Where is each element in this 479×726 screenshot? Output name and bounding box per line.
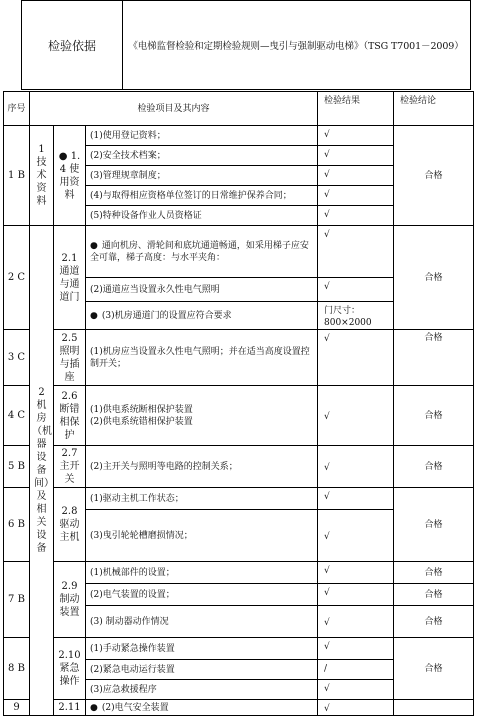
item-text: (1)供电系统断相保护装置 (2)供电系统错相保护装置 xyxy=(86,386,318,446)
subitem-cell: 2.11 xyxy=(54,700,86,716)
subitem-label: 1.4 使用资料 xyxy=(59,150,81,201)
result-check: √ xyxy=(318,700,394,716)
item-text: (2)安全技术档案； xyxy=(86,146,318,166)
seq-cell: 4 C xyxy=(4,386,30,446)
conclusion-cell: 合格 xyxy=(394,584,474,606)
item-text: (3) 制动器动作情况 xyxy=(86,606,318,638)
basis-value: 《电梯监督检验和定期检验规则—曳引与强制驱动电梯》（TSG T7001－2009） xyxy=(128,41,464,52)
result-check: √ xyxy=(318,446,394,488)
table-row xyxy=(4,386,474,446)
conclusion-cell: 合格 xyxy=(394,330,474,386)
subitem-cell: 2.8 驱动主机 xyxy=(54,488,86,562)
category-cell: 1 技术资料 xyxy=(30,126,54,226)
conclusion-cell: 合格 xyxy=(394,638,474,700)
result-check: √ xyxy=(318,186,394,206)
basis-label: 检验依据 xyxy=(22,1,123,89)
subitem-cell: 2.9 制动装置 xyxy=(54,562,86,638)
door-size-result: 门尺寸：800×2000 xyxy=(318,302,394,330)
result-check: √ xyxy=(318,584,394,606)
item-text: (3)管理规章制度； xyxy=(86,166,318,186)
bullet-icon: ● xyxy=(90,310,98,321)
table-row xyxy=(4,562,474,584)
result-check: √ xyxy=(318,206,394,226)
conclusion-cell: 合格 xyxy=(394,446,474,488)
table-row xyxy=(4,488,474,510)
subitem-cell: 2.7 主开关 xyxy=(54,446,86,488)
table-row xyxy=(4,226,474,278)
item-text: (2)电气装置的设置； xyxy=(86,584,318,606)
subitem-cell: 2.6 断错相保护 xyxy=(54,386,86,446)
item-text: ● (3)机房通道门的设置应符合要求 xyxy=(86,302,318,330)
item-text: ● 通向机房、滑轮间和底坑通道畅通，如采用梯子应安全可靠，梯子高度：与水平夹角： xyxy=(86,226,318,278)
result-check: √ xyxy=(318,386,394,446)
header-result: 检验结果 xyxy=(318,92,394,126)
bullet-icon: ● xyxy=(58,150,68,162)
basis-header xyxy=(21,0,471,90)
result-check: √ xyxy=(318,226,394,278)
table-row xyxy=(4,700,474,716)
seq-cell: 9 xyxy=(4,700,30,716)
conclusion-cell: 合格 xyxy=(394,488,474,562)
item-text: (2)主开关与照明等电路的控制关系； xyxy=(86,446,318,488)
table-row xyxy=(4,330,474,386)
seq-cell: 7 B xyxy=(4,562,30,638)
item-text: (4)与取得相应资格单位签订的日常维护保养合同； xyxy=(86,186,318,206)
result-check: √ xyxy=(318,606,394,638)
result-slash: / xyxy=(318,660,394,680)
header-seq: 序号 xyxy=(4,92,30,126)
result-check: √ xyxy=(318,146,394,166)
subitem-cell xyxy=(54,126,86,226)
result-check: √ xyxy=(318,680,394,700)
item-text: (1)使用登记资料； xyxy=(86,126,318,146)
conclusion-cell: 合格 xyxy=(394,562,474,584)
result-check: √ xyxy=(318,488,394,510)
item-text: (1)机械部件的设置； xyxy=(86,562,318,584)
category-cell: 2 机房（机器设备间）及相关设备 xyxy=(30,226,54,716)
seq-cell: 5 B xyxy=(4,446,30,488)
table-row xyxy=(4,126,474,146)
subitem-cell: 2.10 紧急操作 xyxy=(54,638,86,700)
conclusion-cell: 合格 xyxy=(394,226,474,330)
subitem-cell: 2.5 照明与插座 xyxy=(54,330,86,386)
item-text: (1)机房应当设置永久性电气照明；并在适当高度设置控制开关； xyxy=(86,330,318,386)
result-check: √ xyxy=(318,510,394,562)
item-text: (2)紧急电动运行装置 xyxy=(86,660,318,680)
seq-cell: 3 C xyxy=(4,330,30,386)
seq-cell: 2 C xyxy=(4,226,30,330)
result-check: √ xyxy=(318,330,394,386)
item-text: (3)曳引轮轮槽磨损情况； xyxy=(86,510,318,562)
table-row xyxy=(4,638,474,660)
header-project: 检验项目及其内容 xyxy=(30,92,318,126)
table-row xyxy=(4,446,474,488)
inspection-table xyxy=(3,91,474,716)
bullet-icon: ● xyxy=(90,240,98,251)
conclusion-cell: 合格 xyxy=(394,126,474,226)
header-conclusion: 检验结论 xyxy=(394,92,474,126)
item-text: (1)驱动主机工作状态； xyxy=(86,488,318,510)
seq-cell: 6 B xyxy=(4,488,30,562)
subitem-cell: 2.1 通道与通道门 xyxy=(54,226,86,330)
conclusion-cell: 合格 xyxy=(394,386,474,446)
item-text: (2)通道应当设置永久性电气照明 xyxy=(86,278,318,302)
result-check: √ xyxy=(318,126,394,146)
conclusion-cell: 合格 xyxy=(394,606,474,638)
conclusion-cell xyxy=(394,700,474,716)
result-check: √ xyxy=(318,562,394,584)
bullet-icon: ● xyxy=(90,702,98,713)
seq-cell: 8 B xyxy=(4,638,30,700)
item-text: ● (2)电气安全装置 xyxy=(86,700,318,716)
result-check: √ xyxy=(318,166,394,186)
result-check: √ xyxy=(318,638,394,660)
result-check: √ xyxy=(318,278,394,302)
item-text: (5)特种设备作业人员资格证 xyxy=(86,206,318,226)
seq-cell: 1 B xyxy=(4,126,30,226)
table-header-row xyxy=(4,92,474,126)
item-text: (1)手动紧急操作装置 xyxy=(86,638,318,660)
item-text: (3)应急救援程序 xyxy=(86,680,318,700)
